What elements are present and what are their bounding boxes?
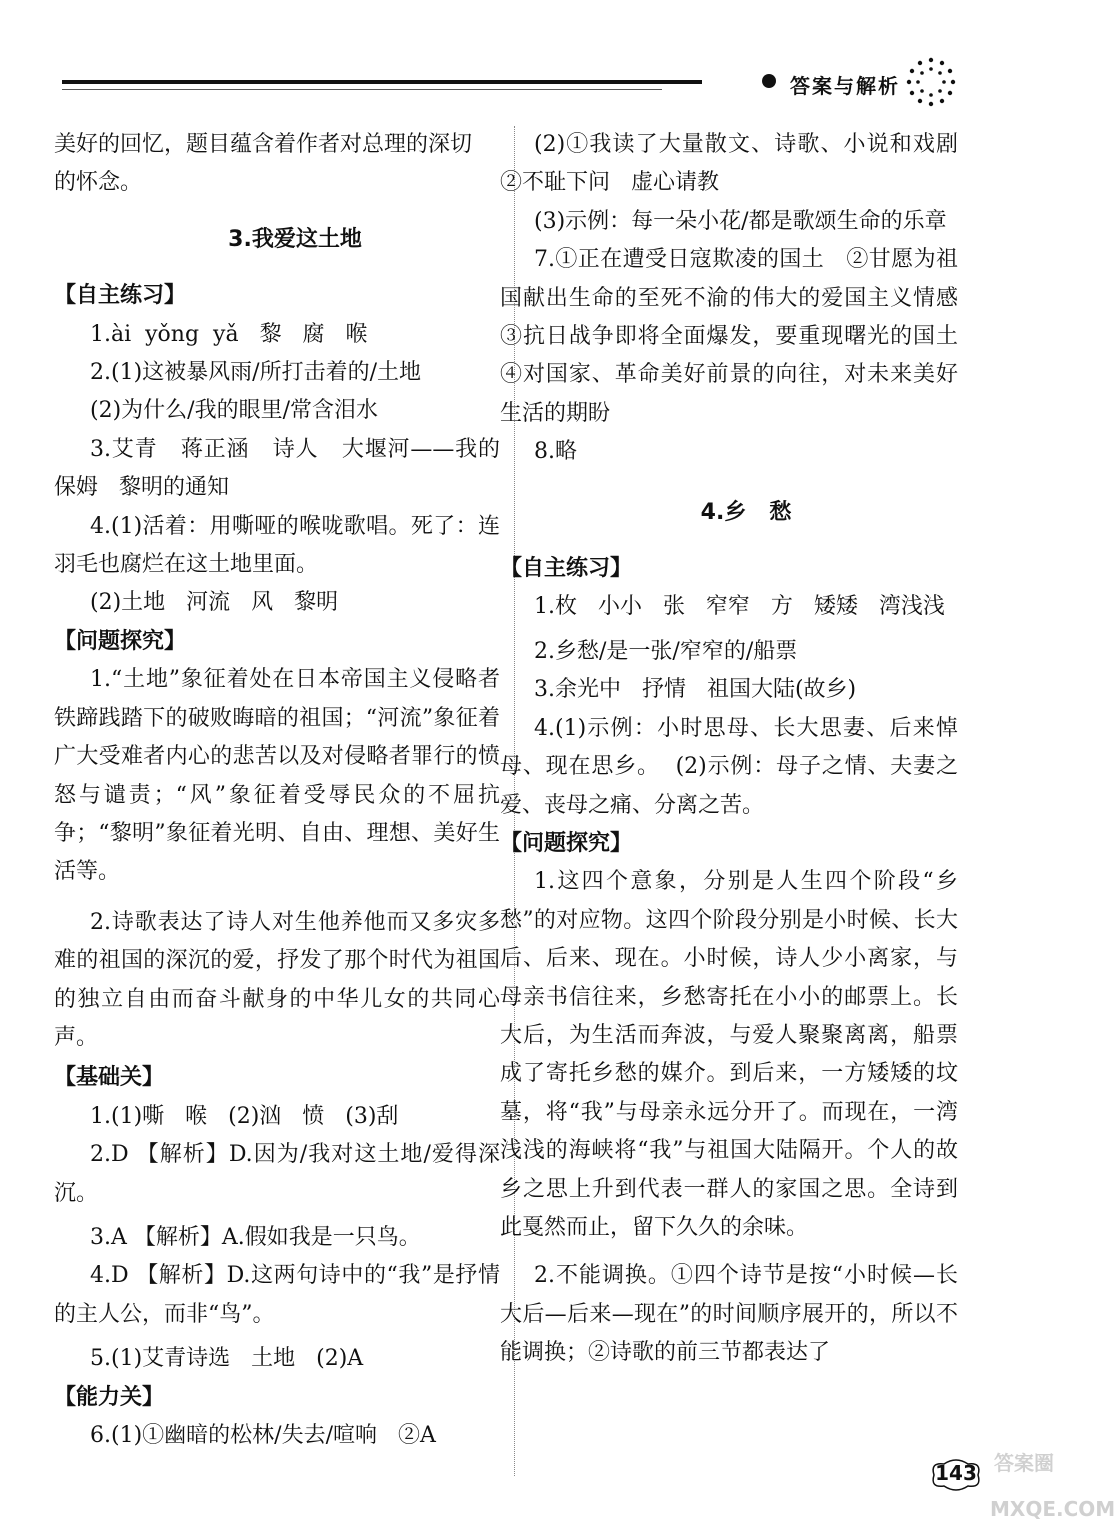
left-column xyxy=(54,126,500,1455)
answer-item: 3.A 【解析】A.假如我是一只鸟。 xyxy=(90,1224,421,1250)
page-number-text: 143 xyxy=(935,1461,977,1485)
section-label-wenti: 【问题探究】 xyxy=(54,628,187,654)
answer-item: 1.枚 小小 张 窄窄 方 矮矮 湾浅浅 xyxy=(534,594,945,620)
section-label-wenti: 【问题探究】 xyxy=(500,830,633,856)
answer-item: 3.艾青 蒋正涵 诗人 大堰河——我的保姆 黎明的通知 xyxy=(54,436,500,501)
intro-line: 的怀念。 xyxy=(54,170,143,196)
section-label-zizhu: 【自主练习】 xyxy=(500,556,633,582)
running-header-title: 答案与解析 xyxy=(790,74,900,98)
answer-item: 5.(1)艾青诗选 土地 (2)A xyxy=(90,1346,364,1372)
answer-item: 6.(1)①幽暗的松林/失去/喧响 ②A xyxy=(90,1423,436,1448)
section-label-nengli: 【能力关】 xyxy=(54,1384,165,1410)
answer-paragraph: 1.“土地”象征着处在日本帝国主义侵略者铁蹄践踏下的破败晦暗的祖国；“河流”象征着广大受难者内心的悲苦以及对侵略者罪行的愤怒与谴责；“风”象征着受辱民众的不屈抗争；“黎明”象征着光明、自由、理想、美好生活等。 xyxy=(54,667,500,885)
answer-item: 3.余光中 抒情 祖国大陆(故乡) xyxy=(534,677,857,703)
watermark xyxy=(990,1440,1115,1536)
header-rule-thin xyxy=(62,89,662,90)
answer-item: (2)①我读了大量散文、诗歌、小说和戏剧 ②不耻下问 虚心请教 xyxy=(500,132,979,196)
answer-item: (3)示例：每一朵小花/都是歌颂生命的乐章 xyxy=(534,208,947,234)
answer-item: 7.①正在遭受日寇欺凌的国土 ②甘愿为祖国献出生命的至死不渝的伟大的爱国主义情感 ③抗日战争即将全面爆发，要重现曙光的国土 ④对国家、革命美好前景的向往，对未来美好生活的期盼 xyxy=(500,247,979,426)
answer-item: (2)土地 河流 风 黎明 xyxy=(90,590,339,616)
section-label-zizhu: 【自主练习】 xyxy=(54,283,187,309)
dotted-sun-icon xyxy=(905,56,957,112)
section-title: 3.我爱这土地 xyxy=(228,226,362,252)
answer-item: 2.(1)这被暴风雨/所打击着的/土地 xyxy=(90,360,421,386)
answer-paragraph: 2.诗歌表达了诗人对生他养他而又多灾多难的祖国的深沉的爱，抒发了那个时代为祖国的独立自由而奋斗献身的中华儿女的共同心声。 xyxy=(54,909,500,1050)
section-title: 4.乡 愁 xyxy=(700,499,792,525)
answer-item: 1.(1)嘶 喉 (2)汹 愤 (3)刮 xyxy=(90,1103,399,1129)
answer-paragraph: 1.这四个意象，分别是人生四个阶段“乡愁”的对应物。这四个阶段分别是小时候、长大后、后来、现在。小时候，诗人少小离家，与母亲书信往来，乡愁寄托在小小的邮票上。长大后，为生活而奔波，与爱人聚聚离离，船票成了寄托乡愁的媒介。到后来，一方矮矮的坟墓，将“我”与母亲永远分开了。而现在，一湾浅浅的海峡将“我”与祖国大陆隔开。个人的故乡之思上升到代表一群人的家国之思。全诗到此戛然而止，留下久久的余味。 xyxy=(500,869,958,1240)
answer-item: 4.D 【解析】D.这两句诗中的“我”是抒情的主人公，而非“鸟”。 xyxy=(54,1263,500,1327)
bullet-icon xyxy=(762,74,776,88)
intro-line: 美好的回忆，题目蕴含着作者对总理的深切 xyxy=(54,132,473,157)
answer-item: 8.略 xyxy=(534,439,577,465)
watermark-line: 答案圈 xyxy=(994,1451,1054,1475)
answer-item: (2)为什么/我的眼里/常含泪水 xyxy=(90,398,378,424)
section-label-jichu: 【基础关】 xyxy=(54,1065,165,1091)
right-column xyxy=(500,126,979,1373)
page-number xyxy=(928,1458,984,1492)
answer-item: 2.D 【解析】D.因为/我对这土地/爱得深沉。 xyxy=(54,1142,500,1206)
header-rule xyxy=(62,80,702,84)
answer-item: 4.(1)示例：小时思母、长大思妻、后来悼母、现在思乡。 (2)示例：母子之情、夫妻之爱、丧母之痛、分离之苦。 xyxy=(500,715,958,818)
answer-paragraph: 2.不能调换。①四个诗节是按“小时候—长大后—后来—现在”的时间顺序展开的，所以不能调换；②诗歌的前三节都表达了 xyxy=(500,1263,958,1366)
answer-item: 2.乡愁/是一张/窄窄的/船票 xyxy=(534,638,798,664)
answer-item: 1.ài yǒng yǎ 黎 腐 喉 xyxy=(90,321,368,347)
answer-item: 4.(1)活着：用嘶哑的喉咙歌唱。死了：连羽毛也腐烂在这土地里面。 xyxy=(54,513,500,578)
watermark-line: MXQE.COM xyxy=(990,1497,1115,1521)
